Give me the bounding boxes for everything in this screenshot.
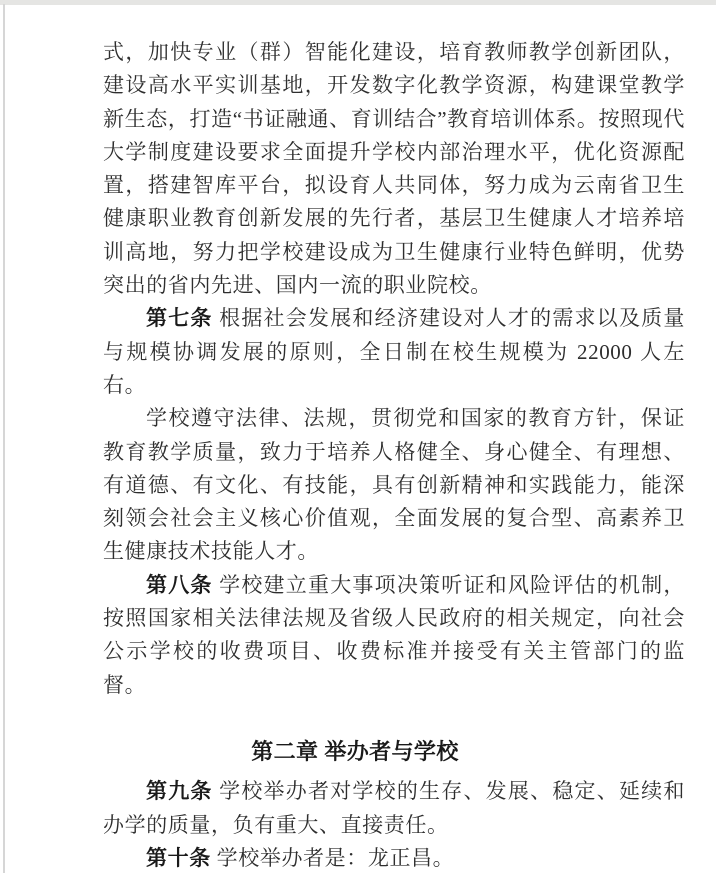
paragraph: 式，加快专业（群）智能化建设，培育教师教学创新团队，建设高水平实训基地，开发数字化教学资源，构建课堂教学新生态，打造“书证融通、育训结合”教育培训体系。按照现代大学制度建设要求全面提升学校内部治理水平，优化资源配置，搭建智库平台，拟设育人共同体，努力成为云南省卫生健康职业教育创新发展的先行者，基层卫生健康人才培养培训高地，努力把学校建设成为卫生健康行业特色鲜明，优势突出的省内先进、国内一流的职业院校。 <box>103 40 685 298</box>
paragraph: 第八条 学校建立重大事项决策听证和风险评估的机制，按照国家相关法律法规及省级人民政府的相关规定，向社会公示学校的收费项目、收费标准并接受有关主管部门的监督。 <box>103 572 685 697</box>
article-number: 第十条 <box>146 845 211 870</box>
article-number: 第七条 <box>146 306 213 331</box>
article-number: 第八条 <box>146 572 213 597</box>
paragraph: 第七条 根据社会发展和经济建设对人才的需求以及质量与规模协调发展的原则，全日制在校生规模为 22000 人左右。 <box>103 306 685 397</box>
paragraph: 学校遵守法律、法规，贯彻党和国家的教育方针，保证教育教学质量，致力于培养人格健全、身心健全、有理想、有道德、有文化、有技能，具有创新精神和实践能力，能深刻领会社会主义核心价值观，全面发展的复合型、高素养卫生健康技术技能人才。 <box>103 406 685 564</box>
paragraph: 第九条 学校举办者对学校的生存、发展、稳定、延续和办学的质量，负有重大、直接责任。 <box>103 779 685 837</box>
article-number: 第九条 <box>146 779 213 804</box>
page-top-edge <box>0 0 716 5</box>
page-left-border <box>3 4 5 873</box>
paragraph: 第十条 学校举办者是：龙正昌。 <box>146 845 455 870</box>
chapter-heading: 第二章 举办者与学校 <box>251 738 459 764</box>
document-content <box>103 36 685 875</box>
